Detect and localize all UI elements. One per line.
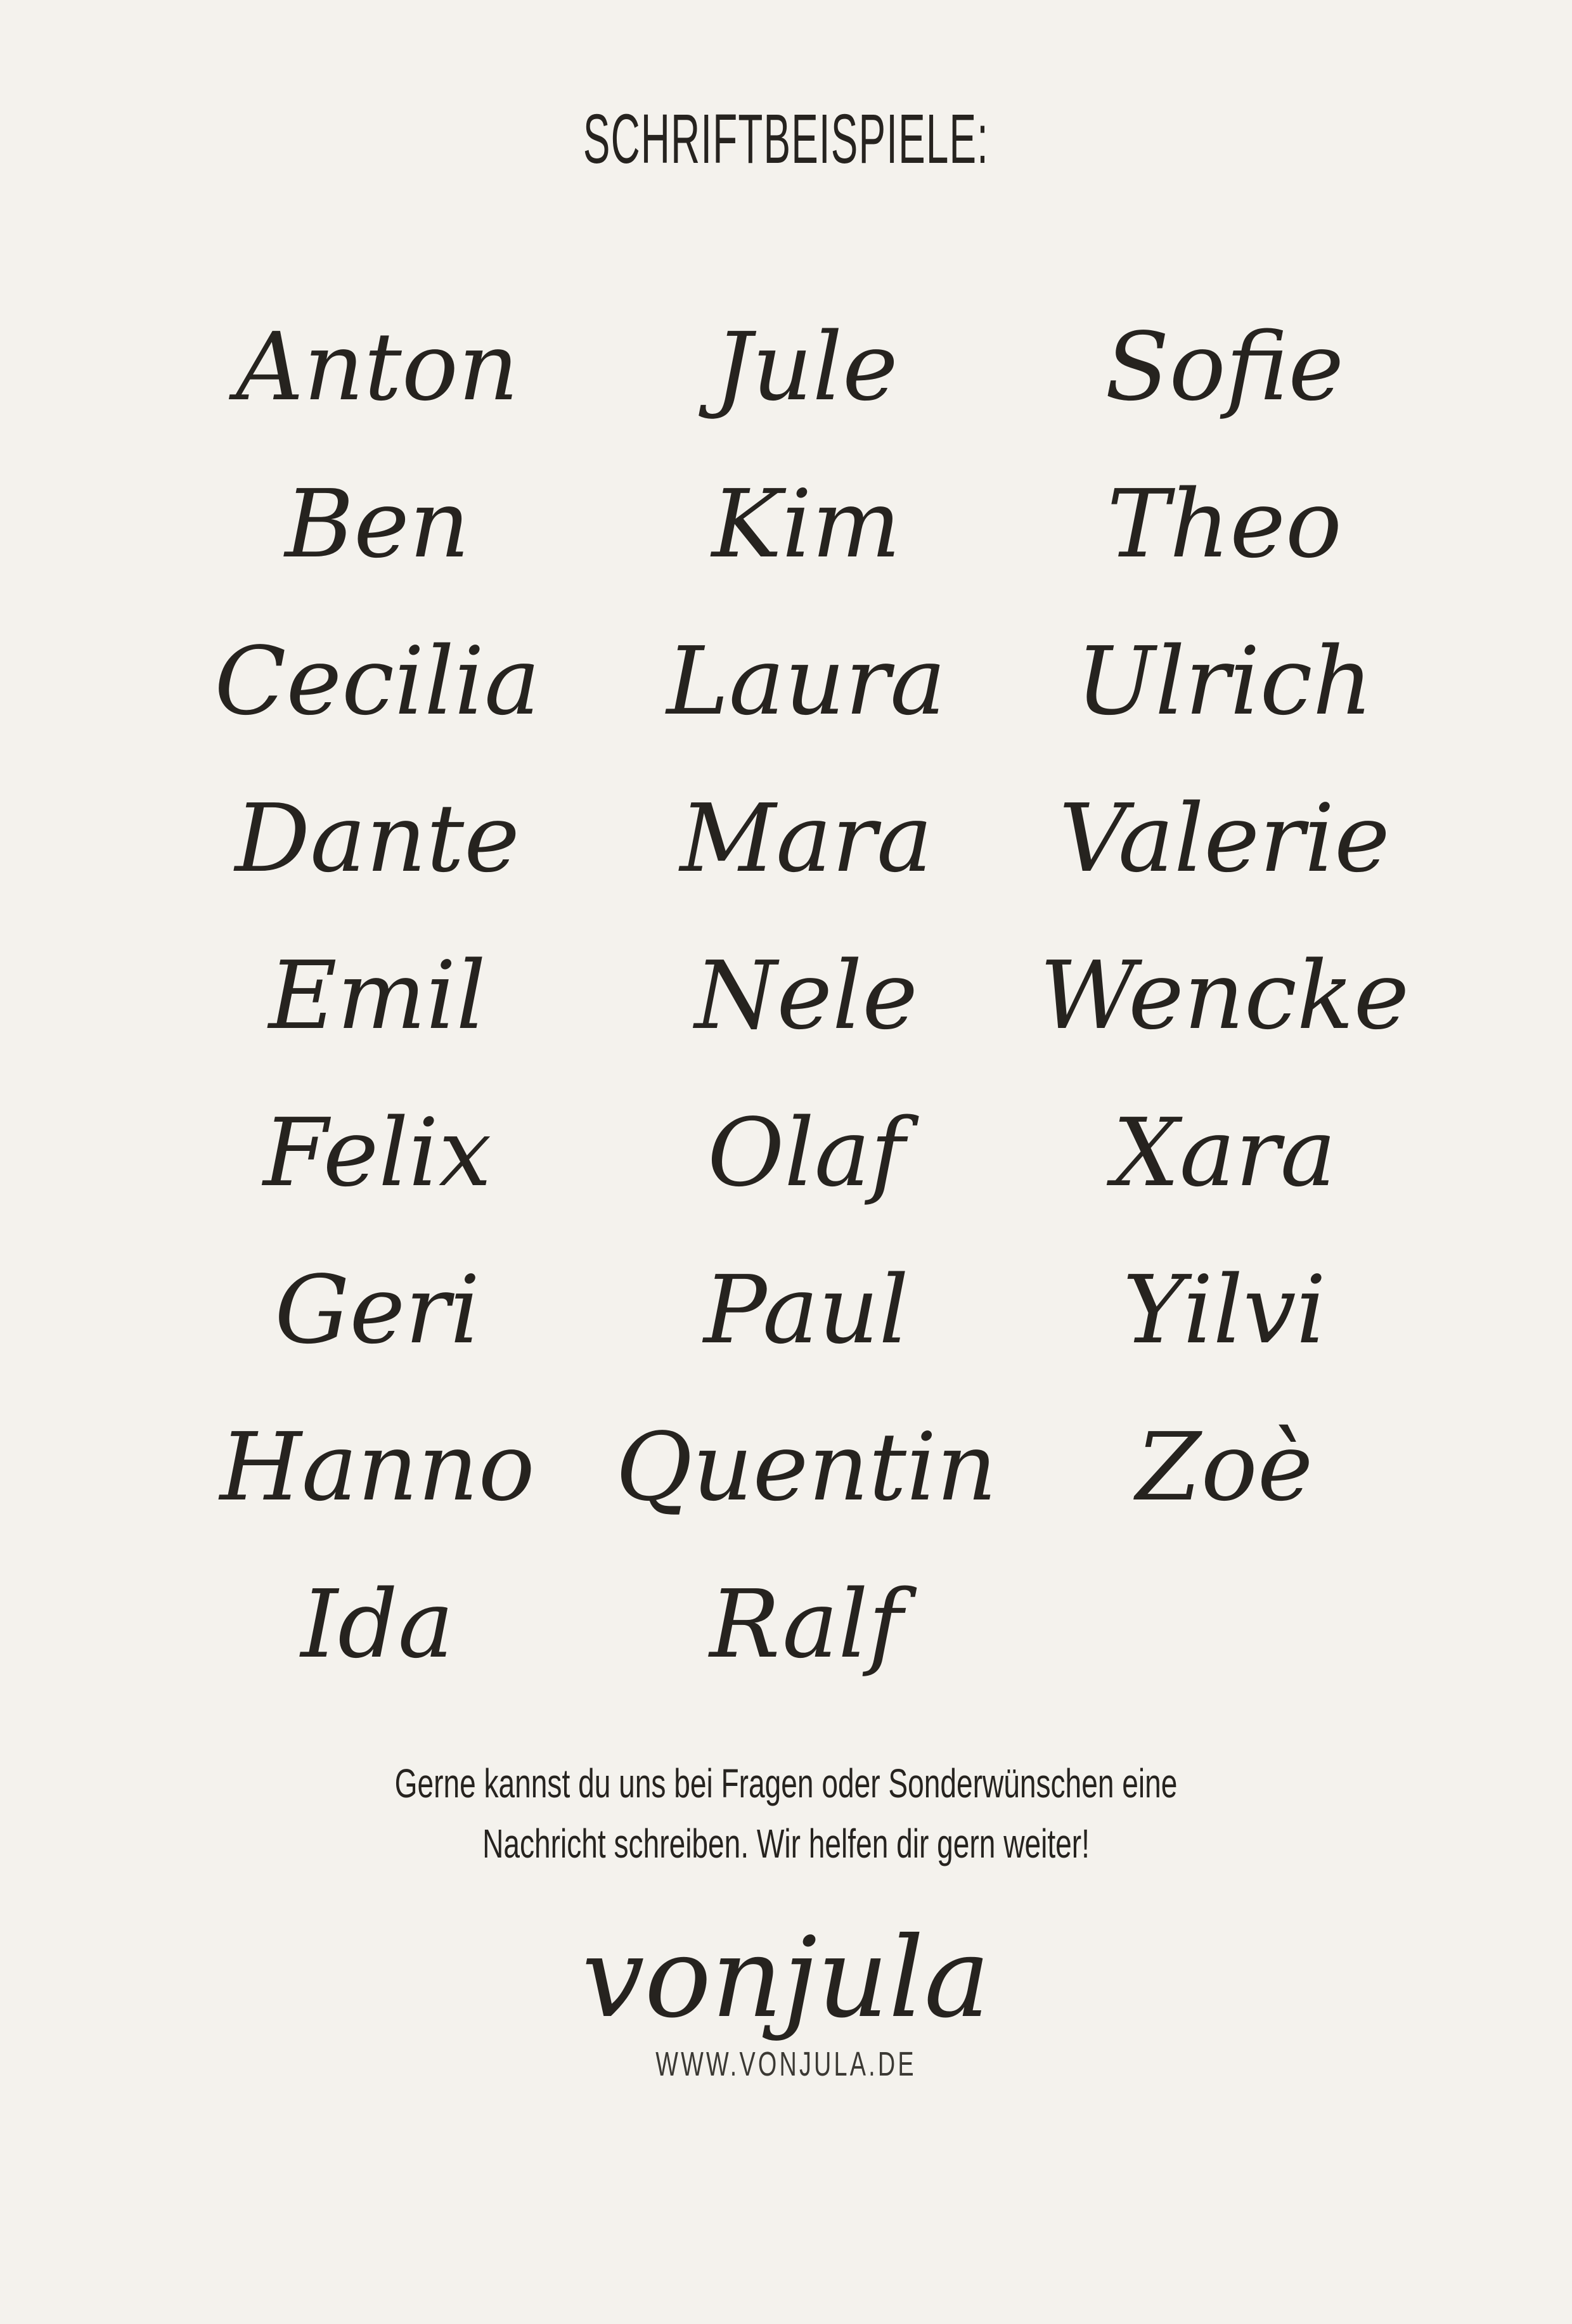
contact-note-line-2: Nachricht schreiben. Wir helfen dir gern weiter! bbox=[482, 1821, 1090, 1866]
website-url: WWW.VONJULA.DE bbox=[655, 2045, 917, 2083]
name-sample: Quentin bbox=[615, 1413, 997, 1522]
name-column-3 bbox=[1010, 288, 1439, 1703]
name-sample: Emil bbox=[268, 941, 486, 1050]
name-sample: Zoè bbox=[1135, 1413, 1313, 1522]
font-samples-poster bbox=[0, 100, 1572, 2324]
contact-note bbox=[220, 1754, 1352, 1874]
page-title: SCHRIFTBEISPIELE: bbox=[583, 100, 989, 178]
name-sample: Laura bbox=[666, 627, 946, 736]
contact-note-line-1: Gerne kannst du uns bei Fragen oder Sonderwünschen eine bbox=[394, 1761, 1178, 1806]
name-sample: Ralf bbox=[709, 1570, 903, 1679]
name-sample: Paul bbox=[704, 1255, 909, 1364]
name-sample: Dante bbox=[235, 784, 520, 893]
name-sample: Xara bbox=[1112, 1098, 1336, 1207]
name-sample: Theo bbox=[1107, 470, 1343, 579]
name-sample: Nele bbox=[694, 941, 918, 1050]
name-column-1 bbox=[152, 288, 603, 1703]
name-sample: Wencke bbox=[1040, 941, 1410, 1050]
name-sample: Olaf bbox=[707, 1098, 905, 1207]
name-sample: Kim bbox=[711, 470, 901, 579]
name-sample: Anton bbox=[236, 312, 519, 421]
name-samples-grid bbox=[152, 288, 1439, 1703]
name-sample: Ulrich bbox=[1076, 627, 1373, 736]
name-sample: Cecilia bbox=[214, 627, 541, 736]
name-sample: Valerie bbox=[1059, 784, 1390, 893]
name-sample: Geri bbox=[274, 1255, 480, 1364]
brand-logo: vonjula bbox=[581, 1914, 991, 2043]
name-column-2 bbox=[603, 288, 1010, 1703]
name-sample: Jule bbox=[714, 312, 898, 421]
name-sample: Ida bbox=[300, 1570, 454, 1679]
name-sample: Sofie bbox=[1105, 312, 1344, 421]
name-sample: Mara bbox=[680, 784, 933, 893]
name-sample: Hanno bbox=[219, 1413, 535, 1522]
name-sample: Felix bbox=[263, 1098, 492, 1207]
name-sample: Yilvi bbox=[1123, 1255, 1327, 1364]
name-sample: Ben bbox=[285, 470, 470, 579]
